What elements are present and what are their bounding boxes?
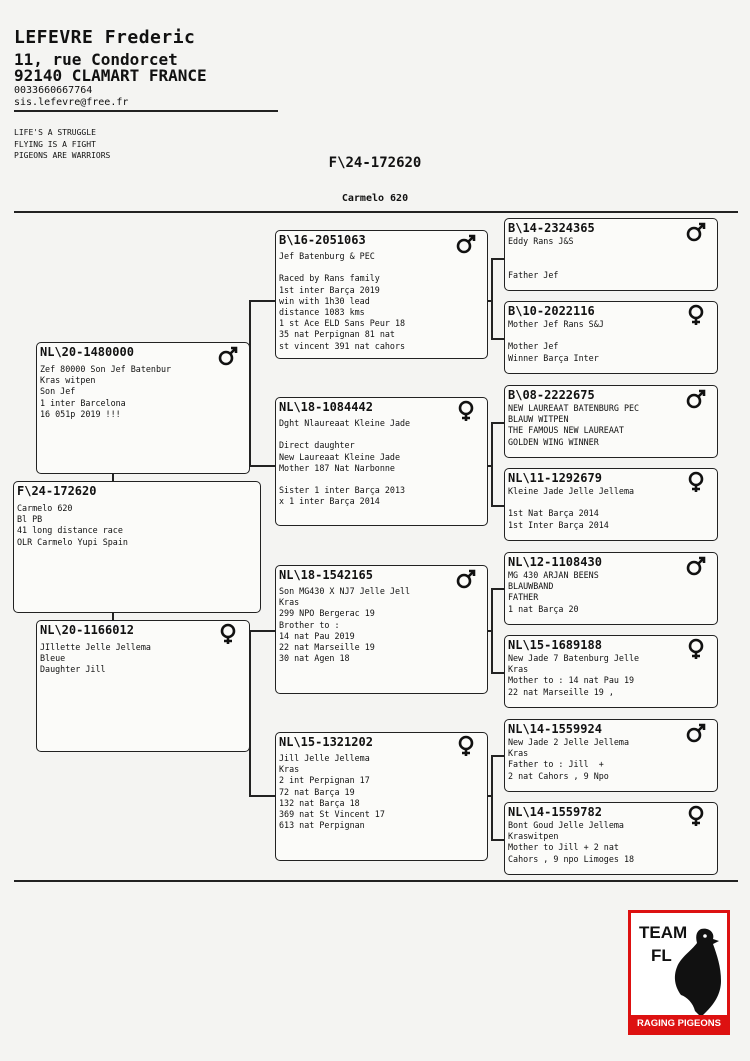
pedigree-ring-title: F\24-172620 [328, 155, 422, 171]
bird-box-ssd [504, 301, 718, 374]
bird-box-ddd [504, 802, 718, 875]
bird-box-dds [504, 719, 718, 792]
bird-details: Kleine Jade Jelle Jellema 1st Nat Barça 2014 1st Inter Barça 2014 [508, 486, 635, 530]
bird-box-sire [36, 342, 250, 474]
bird-ring: F\24-172620 [17, 484, 97, 498]
connector-dd-to-dds [491, 755, 505, 757]
bird-ring: B\16-2051063 [279, 233, 366, 247]
owner-street: 11, rue Condorcet [14, 50, 178, 69]
bird-details: Zef 80000 Son Jef Batenbur Kras witpen Son Jef 1 inter Barcelona 16 051p 2019 !!! [40, 364, 172, 419]
bird-ring: B\10-2022116 [508, 304, 595, 318]
bird-details: Eddy Rans J&S Father Jef [508, 236, 574, 280]
bird-ring: NL\14-1559782 [508, 805, 602, 819]
bird-details: New Jade 2 Jelle Jellema Kras Father to : Jill + 2 nat Cahors , 9 Npo [508, 737, 630, 781]
connector-ss-to-ssd [491, 338, 505, 340]
logo-team-text: TEAM [639, 923, 688, 942]
connector-sd-to-sds [491, 422, 505, 424]
bird-box-ss [275, 230, 488, 359]
bird-details: Dght Nlaureaat Kleine Jade Direct daughter New Laureaat Kleine Jade Mother 187 Nat Narbonne Sister 1 inter Barça 2013 x 1 inter Barça 2014 [279, 418, 411, 507]
bird-details: JIllette Jelle Jellema Bleue Daughter Jill [40, 642, 151, 675]
owner-name: LEFEVRE Frederic [14, 27, 196, 48]
bird-box-sd [275, 397, 488, 526]
bird-box-dd [275, 732, 488, 861]
top-rule [14, 211, 738, 213]
connector-ss-parents [491, 258, 493, 338]
bird-box-subject [13, 481, 261, 613]
bird-box-dss [504, 552, 718, 625]
bird-box-sdd [504, 468, 718, 541]
header-divider [14, 110, 278, 112]
owner-email: sis.lefevre@free.fr [14, 97, 129, 108]
bird-ring: NL\20-1166012 [40, 623, 134, 637]
bird-ring: NL\14-1559924 [508, 722, 602, 736]
motto: LIFE'S A STRUGGLE FLYING IS A FIGHT PIGEONS ARE WARRIORS [14, 128, 111, 160]
connector-ds-to-dss [491, 588, 505, 590]
connector-sd-parents [491, 422, 493, 505]
bird-box-ds [275, 565, 488, 694]
bird-details: New Jade 7 Batenburg Jelle Kras Mother to : 14 nat Pau 19 22 nat Marseille 19 , [508, 653, 640, 697]
bird-details: Mother Jef Rans S&J Mother Jef Winner Barça Inter [508, 319, 604, 363]
logo-fl-text: FL [651, 946, 672, 965]
connector-sd-to-sdd [491, 505, 505, 507]
bird-details: Carmelo 620 Bl PB 41 long distance race OLR Carmelo Yupi Spain [17, 503, 128, 547]
connector-sire-to-sd [249, 465, 276, 467]
bird-ring: B\14-2324365 [508, 221, 595, 235]
bird-ring: NL\18-1084442 [279, 400, 373, 414]
pigeon-icon [671, 925, 729, 1017]
logo-band: RAGING PIGEONS [631, 1015, 727, 1032]
bird-box-sds [504, 385, 718, 458]
bottom-rule [14, 880, 738, 882]
bird-details: Son MG430 X NJ7 Jelle Jell Kras 299 NPO Bergerac 19 Brother to : 14 nat Pau 2019 22 nat Marseille 19 30 nat Agen 18 [279, 586, 411, 664]
connector-ds-to-dsd [491, 672, 505, 674]
connector-dam-to-dd [249, 795, 276, 797]
pedigree-bird-name: Carmelo 620 [341, 193, 409, 204]
bird-details: Jef Batenburg & PEC Raced by Rans family 1st inter Barça 2019 win with 1h30 lead distance 1083 kms 1 st Ace ELD Sans Peur 18 35 nat Perpignan 81 nat st vincent 391 nat cahors [279, 251, 406, 351]
connector-ss-to-sss [491, 258, 505, 260]
connector-dd-parents [491, 755, 493, 839]
bird-details: Bont Goud Jelle Jellema Kraswitpen Mother to Jill + 2 nat Cahors , 9 npo Limoges 18 [508, 820, 635, 864]
bird-ring: NL\11-1292679 [508, 471, 602, 485]
bird-details: Jill Jelle Jellema Kras 2 int Perpignan 17 72 nat Barça 19 132 nat Barça 18 369 nat St Vincent 17 613 nat Perpignan [279, 753, 385, 831]
owner-city: 92140 CLAMART FRANCE [14, 66, 207, 85]
connector-sire-to-ss [249, 300, 276, 302]
bird-ring: NL\20-1480000 [40, 345, 134, 359]
connector-dam-to-ds [249, 630, 276, 632]
team-logo [628, 910, 730, 1035]
bird-box-dam [36, 620, 250, 752]
bird-details: NEW LAUREAAT BATENBURG PEC BLAUW WITPEN THE FAMOUS NEW LAUREAAT GOLDEN WING WINNER [508, 403, 640, 447]
bird-ring: B\08-2222675 [508, 388, 595, 402]
connector-ds-parents [491, 588, 493, 672]
bird-ring: NL\18-1542165 [279, 568, 373, 582]
bird-box-dsd [504, 635, 718, 708]
owner-phone: 0033660667764 [14, 85, 93, 96]
bird-details: MG 430 ARJAN BEENS BLAUWBAND FATHER 1 nat Barça 20 [508, 570, 599, 614]
connector-dd-to-ddd [491, 839, 505, 841]
bird-ring: NL\15-1321202 [279, 735, 373, 749]
bird-ring: NL\15-1689188 [508, 638, 602, 652]
bird-ring: NL\12-1108430 [508, 555, 602, 569]
bird-box-sss [504, 218, 718, 291]
